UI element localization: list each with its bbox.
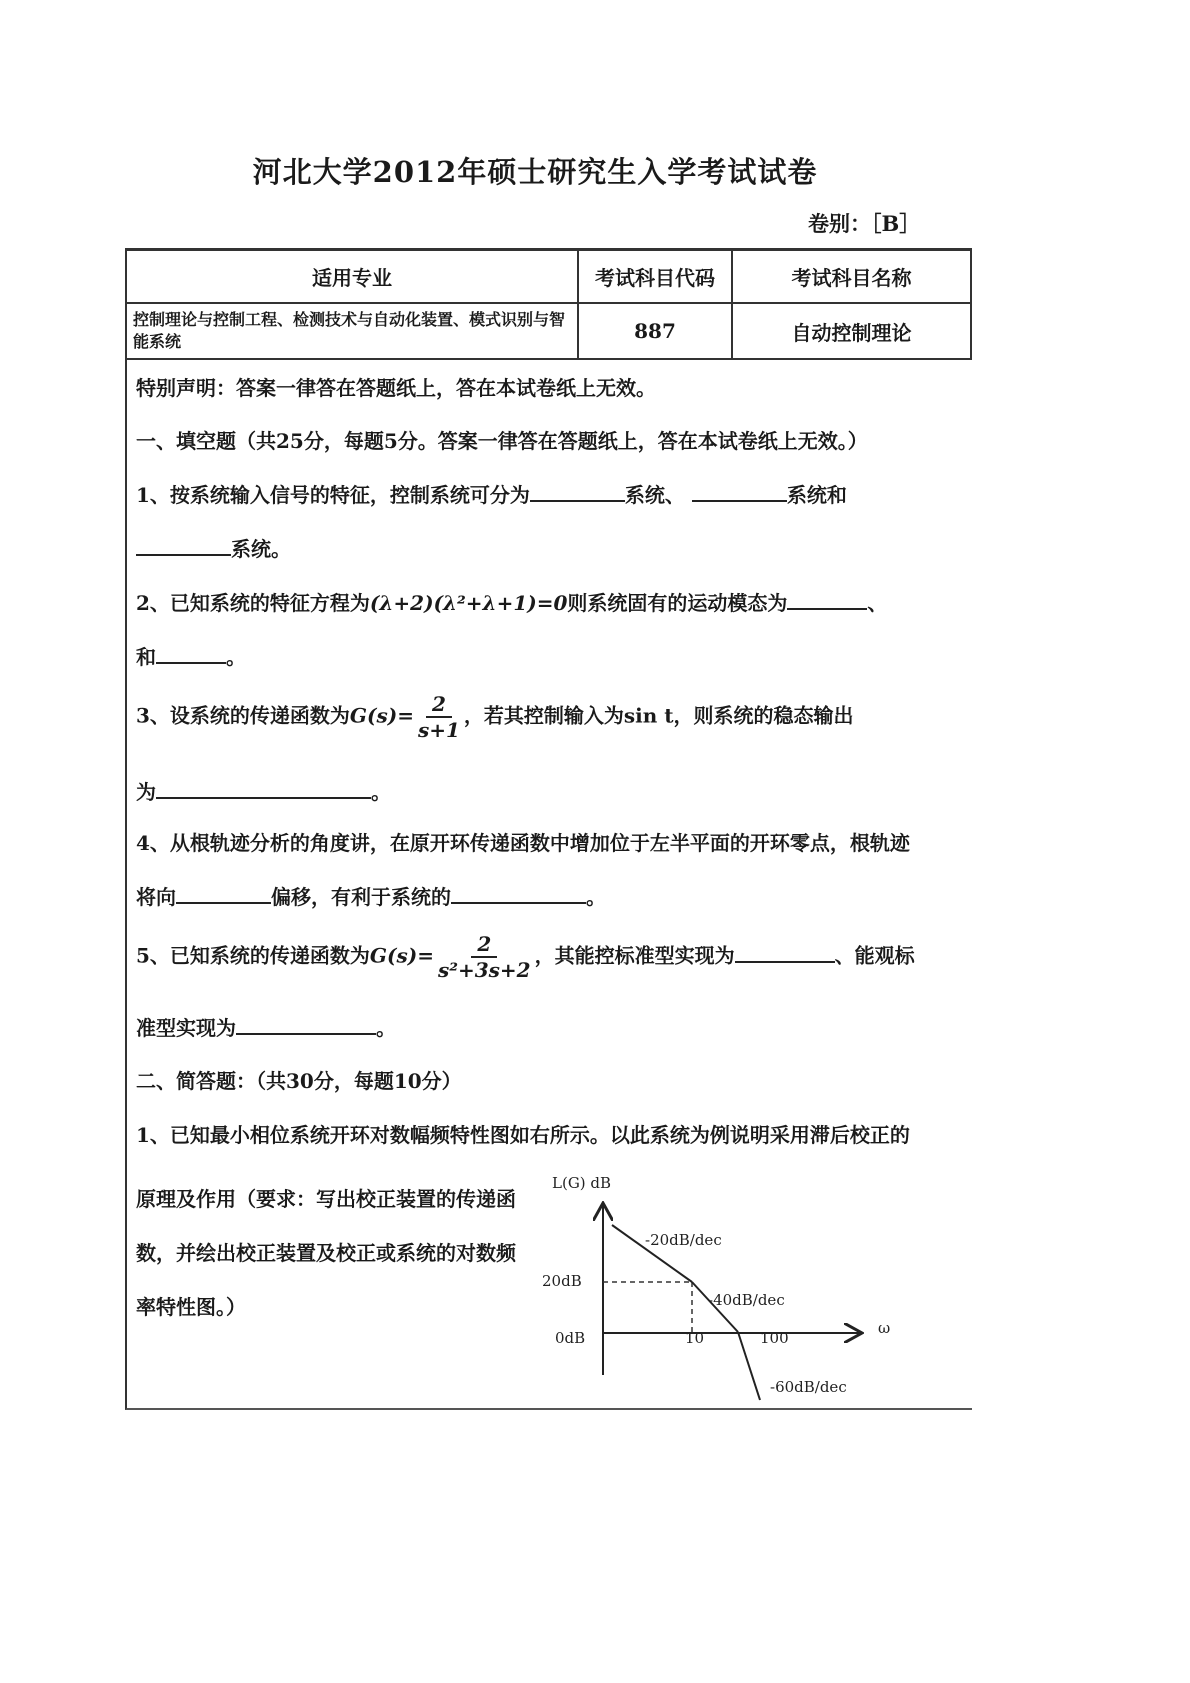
denominator: s+1 bbox=[417, 718, 460, 742]
exam-title: 河北大学2012年硕士研究生入学考试试卷 bbox=[252, 155, 818, 189]
q1-text: 1、按系统输入信号的特征，控制系统可分为 bbox=[136, 483, 530, 507]
cell-major: 控制理论与控制工程、检测技术与自动化装置、模式识别与智能系统 bbox=[126, 303, 578, 359]
q4-text: 将向 bbox=[136, 885, 176, 909]
slope-label-minus20: -20dB/dec bbox=[645, 1231, 722, 1249]
characteristic-equation: (λ+2)(λ²+λ+1)=0 bbox=[369, 591, 568, 615]
fraction bbox=[438, 932, 531, 982]
question-1-2-cont bbox=[136, 641, 246, 670]
q2-text: 2、已知系统的特征方程为 bbox=[136, 591, 370, 615]
question-1-4: 4、从根轨迹分析的角度讲，在原开环传递函数中增加位于左半平面的开环零点，根轨迹 bbox=[136, 831, 910, 855]
q2-text: 。 bbox=[226, 645, 246, 669]
y-tick-20db: 20dB bbox=[542, 1272, 582, 1290]
answer-blank bbox=[692, 482, 787, 502]
q2-text: 则系统固有的运动模态为 bbox=[567, 591, 788, 615]
header-major: 适用专业 bbox=[126, 249, 578, 303]
answer-blank bbox=[530, 482, 625, 502]
fraction bbox=[418, 692, 460, 742]
transfer-function: G(s)= bbox=[369, 943, 434, 968]
q3-text: ，若其控制输入为sin t，则系统的稳态输出 bbox=[463, 703, 854, 728]
question-1-5-cont bbox=[136, 1012, 396, 1041]
answer-blank bbox=[156, 779, 371, 799]
bode-magnitude-chart bbox=[520, 1160, 920, 1410]
section1-heading: 一、填空题（共25分，每题5分。答案一律答在答题纸上，答在本试卷纸上无效。） bbox=[136, 429, 868, 453]
answer-blank bbox=[236, 1015, 376, 1035]
cell-code: 887 bbox=[578, 303, 732, 359]
y-tick-0db: 0dB bbox=[555, 1329, 586, 1347]
q1-text: 系统、 bbox=[624, 483, 685, 507]
q3-text: 为 bbox=[136, 780, 156, 804]
q1-text: 系统。 bbox=[231, 537, 291, 561]
q1-text: 系统和 bbox=[786, 483, 847, 507]
section2-heading: 二、简答题：（共30分，每题10分） bbox=[136, 1069, 462, 1093]
header-code: 考试科目代码 bbox=[578, 249, 732, 303]
x-tick-10: 10 bbox=[685, 1329, 705, 1347]
q3-text: 。 bbox=[371, 780, 391, 804]
numerator: 2 bbox=[471, 932, 497, 958]
denominator: s²+3s+2 bbox=[437, 958, 531, 982]
question-1-4-cont bbox=[136, 881, 606, 910]
q5-text: 5、已知系统的传递函数为 bbox=[136, 943, 370, 968]
paper-type-label: 卷别：［B］ bbox=[808, 211, 921, 236]
question-1-5 bbox=[136, 932, 915, 982]
answer-blank bbox=[735, 943, 835, 963]
slope-label-minus40: -40dB/dec bbox=[708, 1291, 785, 1309]
question-2-1-cont: 原理及作用（要求：写出校正装置的传递函数，并绘出校正装置及校正或系统的对数频率特性图。） bbox=[136, 1187, 516, 1319]
question-1-3 bbox=[136, 692, 854, 742]
q3-text: 3、设系统的传递函数为 bbox=[136, 703, 350, 728]
question-1-2 bbox=[136, 587, 887, 616]
q4-text: 偏移，有利于系统的 bbox=[271, 885, 451, 909]
answer-blank bbox=[787, 590, 867, 610]
question-1-1-cont bbox=[136, 533, 291, 562]
cell-name: 自动控制理论 bbox=[732, 303, 971, 359]
q5-text: 准型实现为 bbox=[136, 1016, 236, 1040]
q2-text: 和 bbox=[136, 645, 156, 669]
notice: 特别声明：答案一律答在答题纸上，答在本试卷纸上无效。 bbox=[136, 376, 656, 400]
q5-text: ，其能控标准型实现为 bbox=[534, 943, 735, 968]
q2-text: 、 bbox=[867, 591, 888, 615]
answer-blank bbox=[136, 536, 231, 556]
numerator: 2 bbox=[426, 692, 452, 718]
q4-text: 。 bbox=[586, 885, 606, 909]
answer-blank bbox=[451, 884, 586, 904]
question-1-1 bbox=[136, 479, 847, 508]
q5-text: 、能观标 bbox=[834, 943, 915, 968]
q5-text: 。 bbox=[376, 1016, 396, 1040]
exam-info-table bbox=[125, 248, 972, 360]
x-tick-100: 100 bbox=[760, 1329, 789, 1347]
segment-minus60 bbox=[738, 1332, 760, 1400]
x-axis-label: ω bbox=[878, 1319, 891, 1337]
answer-blank bbox=[156, 644, 226, 664]
question-2-1: 1、已知最小相位系统开环对数幅频特性图如右所示。以此系统为例说明采用滞后校正的 bbox=[136, 1123, 910, 1147]
transfer-function: G(s)= bbox=[349, 703, 414, 728]
question-1-3-cont bbox=[136, 776, 391, 805]
slope-label-minus60: -60dB/dec bbox=[770, 1378, 847, 1396]
answer-blank bbox=[176, 884, 271, 904]
y-axis-label: L(G) dB bbox=[552, 1174, 612, 1192]
header-name: 考试科目名称 bbox=[732, 249, 971, 303]
